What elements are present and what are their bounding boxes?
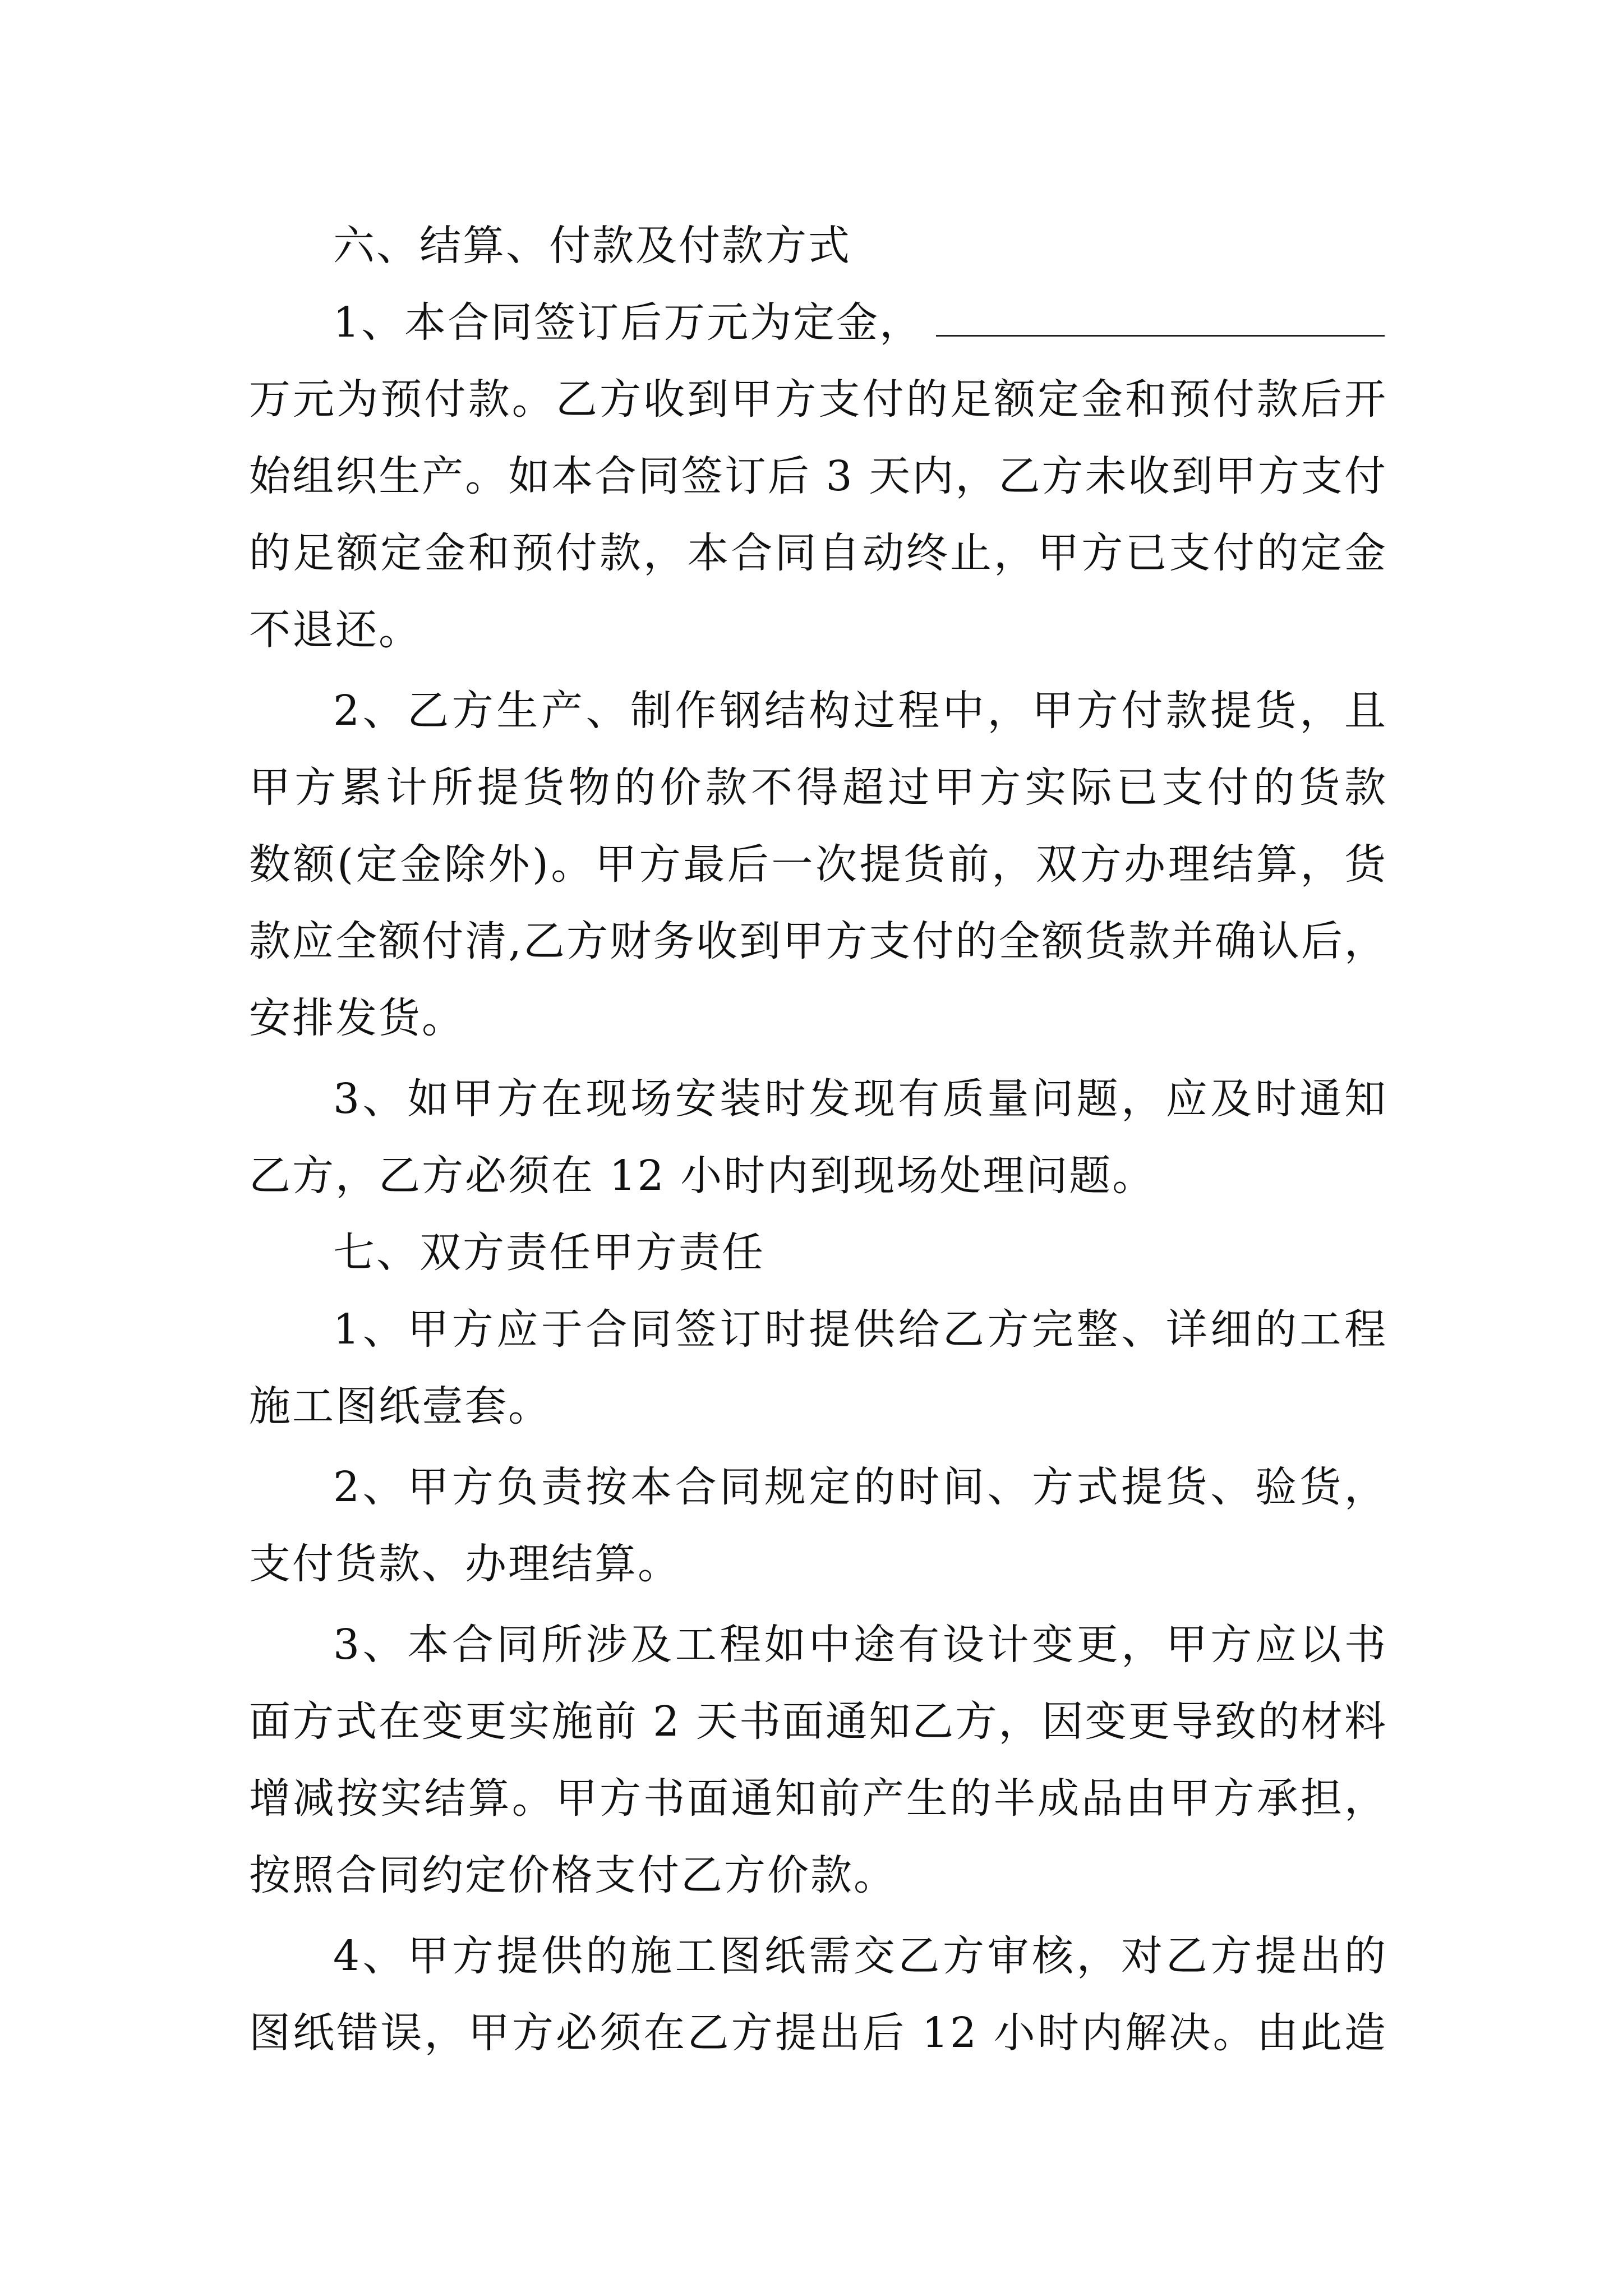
paragraph-line: 4、甲方提供的施工图纸需交乙方审核，对乙方提出的 [333,1932,1387,1980]
paragraph-line: 甲方累计所提货物的价款不得超过甲方实际已支付的货款 [249,763,1387,812]
document-body [249,208,1387,2072]
paragraph-line: 2、乙方生产、制作钢结构过程中，甲方付款提货，且 [333,687,1387,735]
paragraph-line: 2、甲方负责按本合同规定的时间、方式提货、验货， [333,1463,1387,1511]
paragraph-line: 施工图纸壹套。 [249,1382,551,1430]
section-heading-settlement: 六、结算、付款及付款方式 [333,222,851,270]
paragraph-line: 图纸错误，甲方必须在乙方提出后 12 小时内解决。由此造 [249,2009,1387,2057]
paragraph-line: 按照合同约定价格支付乙方价款。 [249,1851,897,1899]
fill-in-blank [936,296,1385,337]
paragraph-line: 3、本合同所涉及工程如中途有设计变更，甲方应以书 [333,1621,1387,1669]
section-heading-responsibilities: 七、双方责任甲方责任 [333,1228,765,1277]
paragraph-line: 万元为预付款。乙方收到甲方支付的足额定金和预付款后开 [249,375,1387,424]
paragraph-line: 始组织生产。如本合同签订后 3 天内，乙方未收到甲方支付 [249,452,1387,500]
paragraph-line: 3、如甲方在现场安装时发现有质量问题，应及时通知 [333,1075,1387,1123]
paragraph-line: 乙方，乙方必须在 12 小时内到现场处理问题。 [249,1152,1156,1200]
paragraph-line: 款应全额付清,乙方财务收到甲方支付的全额货款并确认后， [249,917,1387,965]
paragraph-line: 1、甲方应于合同签订时提供给乙方完整、详细的工程 [333,1305,1387,1354]
paragraph-line: 的足额定金和预付款，本合同自动终止，甲方已支付的定金 [249,529,1387,577]
paragraph-line: 支付货款、办理结算。 [249,1540,681,1588]
paragraph-line: 面方式在变更实施前 2 天书面通知乙方，因变更导致的材料 [249,1697,1387,1746]
paragraph-line: 安排发货。 [249,994,465,1042]
paragraph-line: 1、本合同签订后万元为定金， [249,284,1387,361]
paragraph-line: 数额(定金除外)。甲方最后一次提货前，双方办理结算，货 [249,840,1387,889]
paragraph-line: 增减按实结算。甲方书面通知前产生的半成品由甲方承担， [249,1774,1387,1823]
paragraph-line: 不退还。 [249,606,422,654]
